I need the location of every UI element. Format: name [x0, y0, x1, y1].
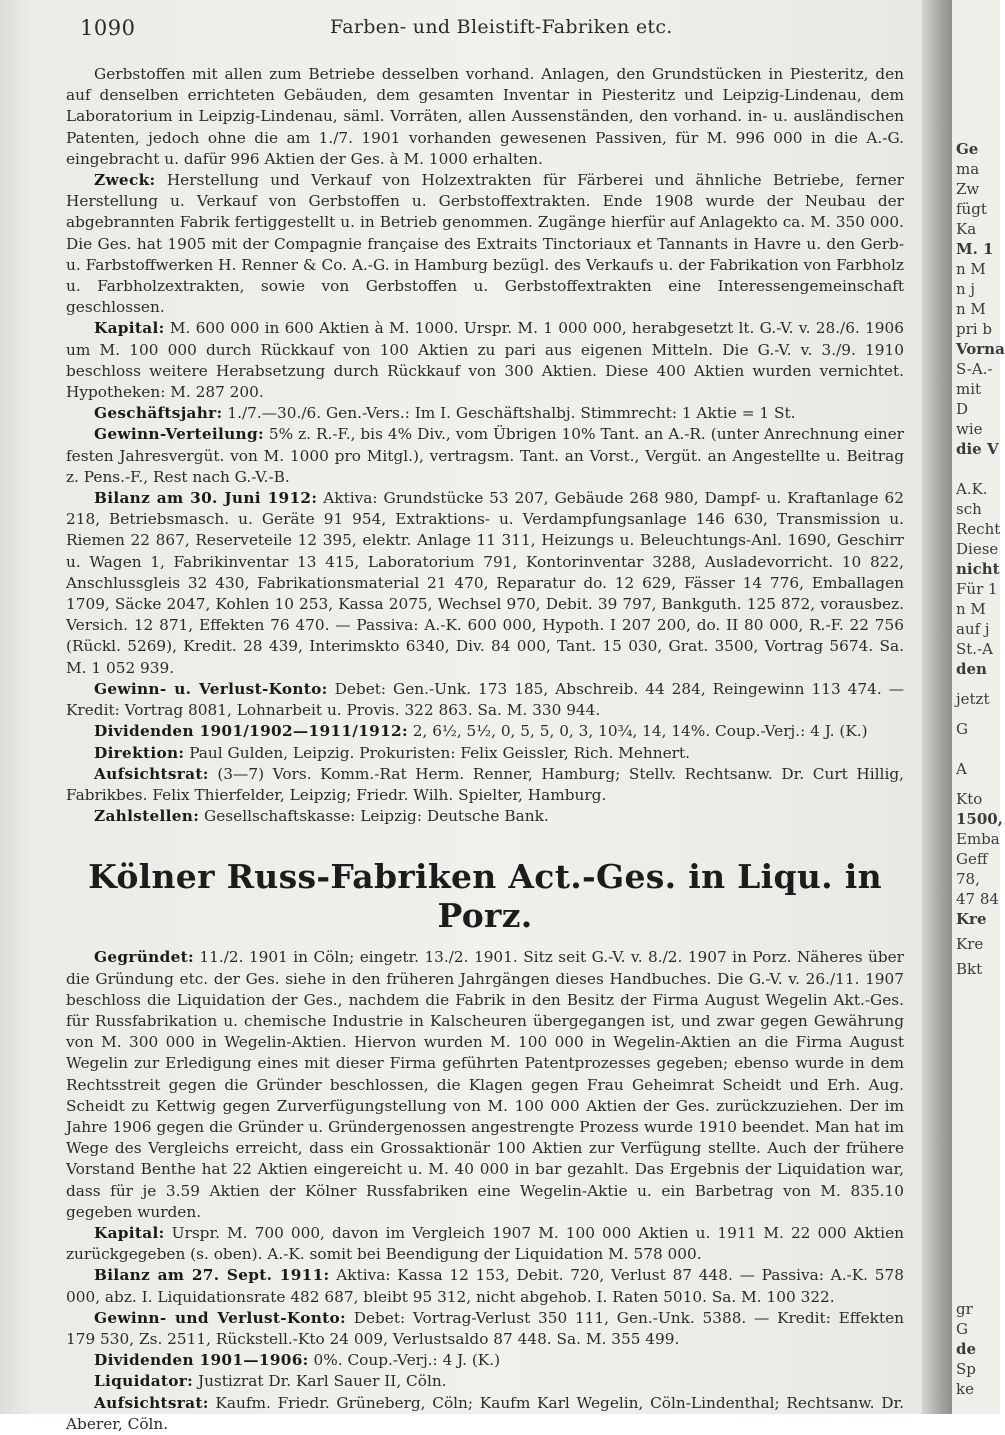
- company1-paragraph: [66, 64, 904, 170]
- facing-page-fragment: n j: [956, 280, 976, 298]
- company1-entry: [66, 64, 904, 827]
- paragraph-text: Gesellschaftskasse: Leipzig: Deutsche Bank.: [204, 807, 549, 826]
- facing-page-fragment: die V: [956, 440, 999, 458]
- facing-page-fragment: St.-A: [956, 640, 993, 658]
- company1-paragraph: [66, 170, 904, 318]
- company1-paragraph: [66, 403, 904, 424]
- facing-page-fragment: Recht: [956, 520, 1001, 538]
- paragraph-keyword: Gewinn-Verteilung:: [94, 425, 264, 444]
- paragraph-text: Aktiva: Kassa 12 153, Debit. 720, Verlust 87 448. — Passiva: A.-K. 578 000, abz. I. Liquidationsrate 482 687, bleibt 95 312, nicht abgehob. I. Raten 5010. Sa. M. 100 322.: [66, 1266, 904, 1306]
- facing-page-fragment: Vorna: [956, 340, 1005, 358]
- facing-page-fragment: gr: [956, 1300, 973, 1318]
- facing-page-fragment: 1500,: [956, 810, 1003, 828]
- company1-paragraph: [66, 424, 904, 488]
- facing-page-fragment: Diese: [956, 540, 999, 558]
- facing-page-fragment: D: [956, 400, 969, 418]
- paragraph-keyword: Dividenden 1901/1902—1911/1912:: [94, 722, 408, 741]
- paragraph-text: 0%. Coup.-Verj.: 4 J. (K.): [313, 1351, 501, 1370]
- paragraph-keyword: Aufsichtsrat:: [94, 764, 209, 783]
- company2-entry: [66, 947, 904, 1435]
- facing-page-fragment: pri b: [956, 320, 992, 338]
- company1-paragraph: [66, 318, 904, 403]
- facing-page-fragment: de: [956, 1340, 977, 1358]
- facing-page-fragment: Zw: [956, 180, 980, 198]
- paragraph-keyword: Direktion:: [94, 743, 185, 762]
- facing-page-fragment: n M: [956, 300, 986, 318]
- text-column: [66, 64, 904, 1435]
- facing-page-fragment: fügt: [956, 200, 987, 218]
- paragraph-text: Gerbstoffen mit allen zum Betriebe desselben vorhand. Anlagen, den Grundstücken in Piesteritz, den auf denselben errichteten Gebäuden, dem gesamten Inventar in Piesteritz und Leipzig-Lindenau, dem Laboratorium in Leipzig-Lindenau, säml. Vorräten, allen Aussenständen, den vorhand. in- u. ausländischen Patenten, jedoch ohne die am 1./7. 1901 vorhanden gewesenen Passiven, für M. 996 000 in die A.-G. eingebracht u. dafür 996 Aktien der Ges. à M. 1000 erhalten.: [66, 65, 904, 168]
- paragraph-text: M. 600 000 in 600 Aktien à M. 1000. Urspr. M. 1 000 000, herabgesetzt lt. G.-V. v. 28./6. 1906 um M. 100 000 durch Rückkauf von 100 Aktien zu pari aus eigenen Mitteln. Die G.-V. v. 3./9. 1910 beschloss weitere Herabsetzung durch Rückkauf von 300 Aktien. Diese 400 Aktien wurden vernichtet. Hypotheken: M. 287 200.: [66, 319, 904, 402]
- paragraph-text: Debet: Gen.-Unk. 173 185, Abschreib. 44 284, Reingewinn 113 474. — Kredit: Vortrag 8081, Lohnarbeit u. Provis. 322 863. Sa. M. 330 944.: [66, 679, 904, 720]
- company2-paragraph: [66, 1393, 904, 1435]
- facing-page-fragment: 78,: [956, 870, 980, 888]
- company2-title: Kölner Russ-Fabriken Act.-Ges. in Liqu. in Porz.: [88, 857, 882, 936]
- paragraph-text: Aktiva: Grundstücke 53 207, Gebäude 268 980, Dampf- u. Kraftanlage 62 218, Betriebsmasch. u. Geräte 91 954, Extraktions- u. Verdampfungsanlage 146 630, Transmission u. Riemen 22 867, Reserveteile 12 395, elektr. Anlage 11 311, Heizungs u. Beleuchtungs-Anl. 1690, Geschirr u. Wagen 1, Fabrikinventar 13 415, Laboratorium 791, Kontorinventar 3288, Ausladevorricht. 10 822, Anschlussgleis 32 430, Fabrikationsmaterial 21 470, Reparatur do. 12 629, Fässer 14 776, Emballagen 1709, Säcke 2047, Kohlen 10 253, Kassa 2075, Wechsel 970, Debit. 39 797, Bankguth. 125 872, vorausbez. Versich. 12 871, Effekten 76 470. — Passiva: A.-K. 600 000, Hypoth. I 207 200, do. II 80 000, R.-F. 22 756 (Rückl. 5269), Kredit. 28 439, Interimskto 6340, Div. 84 000, Tant. 15 030, Grat. 3500, Vortrag 5674. Sa. M. 1 052 939.: [66, 489, 905, 677]
- facing-page-fragment: Bkt: [956, 960, 983, 978]
- facing-page-fragment: Für 1: [956, 580, 998, 598]
- facing-page-fragment: Kre: [956, 935, 984, 953]
- facing-page-edge: [952, 0, 1005, 1414]
- facing-page-fragment: sch: [956, 500, 982, 518]
- paragraph-text: 5% z. R.-F., bis 4% Div., vom Übrigen 10% Tant. an A.-R. (unter Anrechnung einer festen Jahresvergüt. von M. 1000 pro Mitgl.), vertragsm. Tant. an Vorst., Vergüt. an Angestellte u. Beitrag z. Pens.-F., Rest nach G.-V.-B.: [66, 425, 904, 486]
- facing-page-fragment: A.K.: [956, 480, 988, 498]
- facing-page-fragment: G: [956, 720, 968, 738]
- facing-page-fragment: Geff: [956, 850, 988, 868]
- paragraph-keyword: Aufsichtsrat:: [94, 1393, 209, 1412]
- paragraph-keyword: Kapital:: [94, 319, 165, 338]
- paragraph-text: Justizrat Dr. Karl Sauer II, Cöln.: [197, 1372, 447, 1391]
- company2-paragraph: [66, 1223, 904, 1265]
- facing-page-fragment: Sp: [956, 1360, 976, 1378]
- facing-page-fragment: den: [956, 660, 987, 678]
- facing-page-fragment: auf j: [956, 620, 990, 638]
- paragraph-keyword: Bilanz am 27. Sept. 1911:: [94, 1266, 330, 1285]
- paragraph-keyword: Kapital:: [94, 1223, 165, 1242]
- paragraph-keyword: Gegründet:: [94, 948, 194, 967]
- company2-paragraph: [66, 1371, 904, 1392]
- paragraph-keyword: Geschäftsjahr:: [94, 404, 223, 423]
- facing-page-fragment: Ge: [956, 140, 979, 158]
- paragraph-text: Urspr. M. 700 000, davon im Vergleich 1907 M. 100 000 Aktien u. 1911 M. 22 000 Aktien zurückgegeben (s. oben). A.-K. somit bei Beendigung der Liquidation M. 578 000.: [66, 1223, 904, 1264]
- paragraph-keyword: Dividenden 1901—1906:: [94, 1351, 309, 1370]
- facing-page-fragment: G: [956, 1320, 968, 1338]
- company2-paragraph: [66, 947, 904, 1223]
- company1-paragraph: [66, 806, 904, 827]
- facing-page-fragment: M. 1: [956, 240, 994, 258]
- facing-page-fragment: nicht: [956, 560, 1000, 578]
- facing-page-fragment: n M: [956, 600, 986, 618]
- paragraph-text: 2, 6½, 5½, 0, 5, 5, 0, 3, 10¾, 14, 14%. Coup.-Verj.: 4 J. (K.): [412, 722, 868, 741]
- paragraph-text: 1./7.—30./6. Gen.-Vers.: Im I. Geschäftshalbj. Stimmrecht: 1 Aktie = 1 St.: [227, 404, 796, 423]
- book-gutter: [922, 0, 952, 1414]
- company2-paragraph: [66, 1308, 904, 1350]
- facing-page-fragment: n M: [956, 260, 986, 278]
- facing-page-fragment: A: [956, 760, 967, 778]
- company1-paragraph: [66, 743, 904, 764]
- company2-paragraph: [66, 1350, 904, 1371]
- facing-page-fragment: mit: [956, 380, 982, 398]
- facing-page-fragment: Kre: [956, 910, 987, 928]
- paragraph-text: Kaufm. Friedr. Grüneberg, Cöln; Kaufm Karl Wegelin, Cöln-Lindenthal; Rechtsanw. Dr. Aberer, Cöln.: [66, 1393, 904, 1433]
- facing-page-fragment: Emba: [956, 830, 1000, 848]
- paragraph-text: 11./2. 1901 in Cöln; eingetr. 13./2. 1901. Sitz seit G.-V. v. 8./2. 1907 in Porz. Näheres über die Gründung etc. der Ges. siehe in den früheren Jahrgängen dieses Handbuches. Die G.-V. v. 26./11. 1907 beschloss die Liquidation der Ges., nachdem die Fabrik in den Besitz der Firma August Wegelin Akt.-Ges. für Russfabrikation u. chemische Industrie in Kalscheuren übergegangen ist, und zwar gegen Gewährung von M. 300 000 in Wegelin-Aktien. Hiervon wurden M. 100 000 in Wegelin-Aktien an die Firma August Wegelin zur Erledigung eines mit dieser Firma geführten Patentprozesses gegeben; ebenso wurde in dem Rechtsstreit gegen die Gründer beschlossen, die Klagen gegen Frau Geheimrat Scheidt und Erh. Aug. Scheidt zu Kettwig gegen Zurverfügungstellung von M. 100 000 Aktien der Ges. zurückzuziehen. Der im Jahre 1906 gegen die Gründer u. Gründergenossen angestrengte Prozess wurde 1910 beendet. Man hat im Wege des Vergleichs erreicht, dass ein Grossaktionär 100 Aktien zur Verfügung stellte. Auch der frühere Vorstand Benthe hat 22 Aktien eingereicht u. M. 40 000 in bar gezahlt. Das Ergebnis der Liquidation war, dass für je 3.59 Aktien der Kölner Russfabriken eine Wegelin-Aktie u. ein Barbetrag von M. 835.10 gegeben wurden.: [66, 948, 904, 1221]
- company1-paragraph: [66, 721, 904, 742]
- paragraph-text: Herstellung und Verkauf von Holzextrakten für Färberei und ähnliche Betriebe, ferner Herstellung u. Verkauf von Gerbstoffen u. Gerbstoffextrakten. Ende 1908 wurde der Neubau der abgebrannten Fabrik fertiggestellt u. in Betrieb genommen. Zugänge hierfür auf Anlagekto ca. M. 350 000. Die Ges. hat 1905 mit der Compagnie française des Extraits Tinctoriaux et Tannants in Havre u. den Gerb- u. Farbstoffwerken H. Renner & Co. A.-G. in Hamburg bezügl. des Verkaufs u. der Fabrikation von Farbholz u. Farbholzextrakten, sowie von Gerbstoffen u. Gerbstoffextrakten eine Interessengemeinschaft geschlossen.: [66, 171, 904, 317]
- facing-page-fragment: jetzt: [956, 690, 990, 708]
- facing-page-fragment: ma: [956, 160, 980, 178]
- facing-page-fragment: wie: [956, 420, 983, 438]
- company2-paragraph: [66, 1265, 904, 1307]
- facing-page-fragment: ke: [956, 1380, 974, 1398]
- company1-paragraph: [66, 679, 904, 721]
- paragraph-text: Paul Gulden, Leipzig. Prokuristen: Felix Geissler, Rich. Mehnert.: [189, 743, 690, 762]
- paragraph-keyword: Gewinn- und Verlust-Konto:: [94, 1308, 346, 1327]
- facing-page-fragment: S-A.-: [956, 360, 993, 378]
- paragraph-text: Debet: Vortrag-Verlust 350 111, Gen.-Unk. 5388. — Kredit: Effekten 179 530, Zs. 2511, Rückstell.-Kto 24 009, Verlustsaldo 87 448. Sa. M. 355 499.: [66, 1308, 904, 1348]
- paragraph-keyword: Gewinn- u. Verlust-Konto:: [94, 679, 328, 698]
- company1-paragraph: [66, 488, 904, 679]
- facing-page-fragment: Kto: [956, 790, 983, 808]
- company1-paragraph: [66, 764, 904, 806]
- page-number: 1090: [80, 16, 136, 40]
- paragraph-keyword: Zweck:: [94, 171, 156, 190]
- paragraph-text: (3—7) Vors. Komm.-Rat Herm. Renner, Hamburg; Stellv. Rechtsanw. Dr. Curt Hillig, Fabrikbes. Felix Thierfelder, Leipzig; Friedr. Wilh. Spielter, Hamburg.: [66, 764, 904, 804]
- running-head: Farben- und Bleistift-Fabriken etc.: [330, 16, 673, 38]
- paragraph-keyword: Liquidator:: [94, 1372, 194, 1391]
- facing-page-fragment: Ka: [956, 220, 977, 238]
- paragraph-keyword: Bilanz am 30. Juni 1912:: [94, 489, 318, 508]
- paragraph-keyword: Zahlstellen:: [94, 807, 200, 826]
- facing-page-fragment: 47 84: [956, 890, 999, 908]
